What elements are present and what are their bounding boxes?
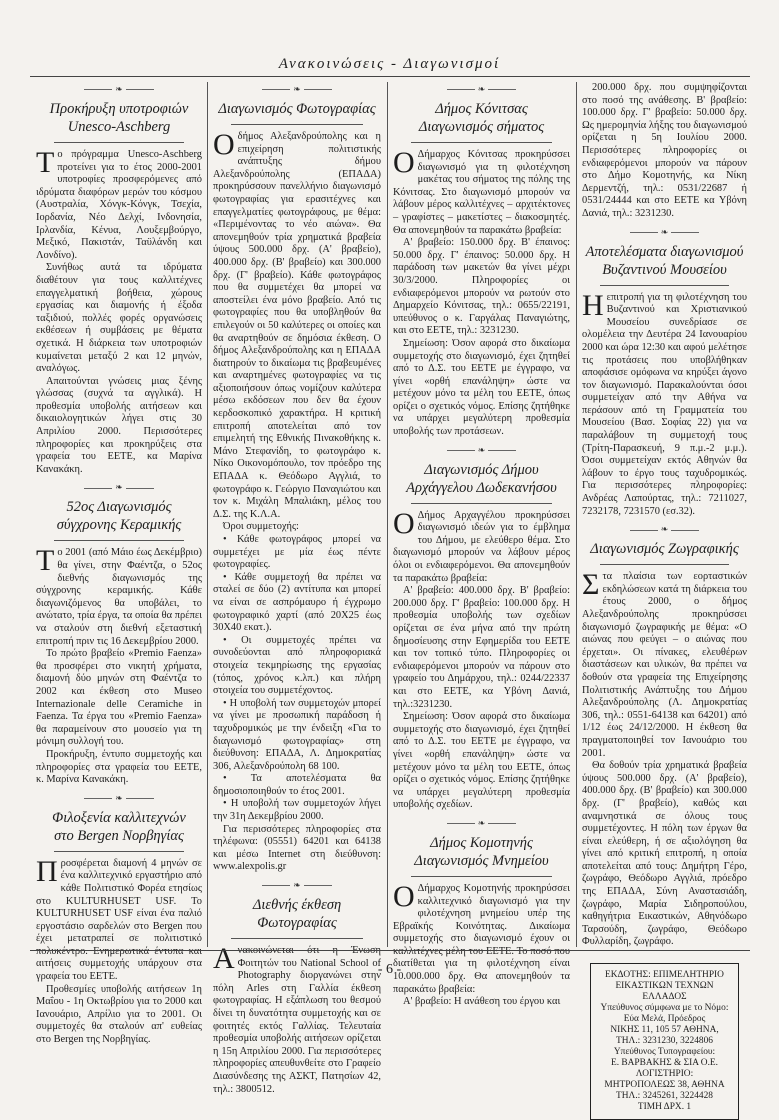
article-paragraph (582, 82, 747, 221)
ornament-divider: ❧ (36, 791, 202, 805)
title-rule (411, 142, 552, 143)
article-title (582, 540, 747, 558)
article (393, 443, 570, 812)
imprint-line: Εύα Μελά, Πρόεδρος (623, 1014, 706, 1025)
title-rule (231, 124, 363, 125)
article-paragraph (213, 773, 381, 798)
ornament-divider: ❧ (393, 82, 570, 96)
footer-rule (30, 950, 750, 951)
article-title (36, 100, 202, 136)
paragraph-text: Απαιτούνται γνώσεις μιας ξένης γλώσσας (συχνά τα αγγλικά). Η προθεσμία υποβολής αιτήσεων και δικαιολογητικών λήγει στις 30 Απριλίου 2000. Περισσότερες πληροφορίες και προκηρύξεις στα γραφεία του ΕΕΤΕ, κα Μαρίνα Κανακάκη. (36, 375, 202, 475)
imprint-line: Υπεύθυνος σύμφωνα με το Νόμο: (600, 1003, 729, 1014)
column-1 (36, 82, 202, 1051)
article (36, 480, 202, 786)
article-title-line: Αρχάγγελου Δωδεκανήσου (406, 479, 557, 496)
imprint-line: ΤΙΜΗ ΔΡΧ. 1 (637, 1102, 692, 1113)
article-title-line: Φιλοξενία καλλιτεχνών (52, 809, 186, 826)
imprint-line: ΕΚΔΟΤΗΣ: ΕΠΙΜΕΛΗΤΗΡΙΟ (605, 970, 724, 981)
paragraph-text: • Η υποβολή των συμμετοχών μπορεί να γίνει με προσωπική παράδοση ή ταχυδρομικώς με την ένδειξη «Για το διαγωνισμό φωτογραφίας» στη διεύθυνση: ΕΠΑΔΑ, Λ. Δημοκρατίας 306, Αλεξανδρούπολη 68 100. (213, 697, 381, 772)
article-title-line: Unesco-Aschberg (67, 119, 171, 135)
article-paragraph (393, 879, 570, 996)
drop-cap: Σ (582, 568, 600, 602)
article-paragraph (393, 237, 570, 338)
article-paragraph (582, 760, 747, 949)
paragraph-text: • Οι συμμετοχές πρέπει να συνοδεύονται από πληροφοριακά στοιχεία τεκμηρίωσης της εργασίας (τόπος, χρόνος κ.λπ.) και πλήρη στοιχεία του συμμετέχοντος. (213, 634, 381, 697)
article-title-line: Διαγωνισμός Φωτογραφίας (218, 101, 376, 117)
paragraph-text: Α' βραβείο: Η ανάθεση του έργου και (403, 996, 561, 1008)
paragraph-text: • Κάθε φωτογράφος μπορεί να συμμετέχει με μία έως πέντε φωτογραφίες. (213, 534, 381, 571)
paragraph-text: ο 2001 (από Μάιο έως Δεκέμβριο) θα γίνει, στην Φαέντζα, ο 52ος διεθνής διαγωνισμός της σύγχρονης κεραμικής. Κάθε διαγωνιζόμενος θα υποβάλει, το ανώτατο, τρία έργα, τα οποία θα πρέπει να σταλούν στη διεθνή εξεταστική επιτροπή πριν τις 16 Δεκεμβρίου 2000. (36, 547, 202, 647)
article-title (393, 100, 570, 136)
article (213, 82, 381, 874)
article-title (582, 243, 747, 279)
column-divider (207, 82, 208, 947)
paragraph-text: Συνήθως αυτά τα ιδρύματα διαθέτουν για τους καλλιτέχνες επαγγελματική βοήθεια, χώρους εργασίας και διαμονής ή έξοδα ταξιδιού, πολλές φορές οργανώσεις εκθέσεων ή συμβάσεις με θέματα σχετικά. Η διάρκεια των υποτροφιών κυμαίνεται μεταξύ 2 και 12 μηνών, αναλόγως. (36, 262, 202, 375)
article (582, 82, 747, 221)
article-paragraph (393, 711, 570, 812)
paragraph-text: τα πλαίσια των εορταστικών εκδηλώσεων κατά τη διάρκεια του έτους 2000, ο δήμος Αλεξανδρούπολης προκηρύσσει διαγωνισμό ζωγραφικής με θέμα: «Ο αιώνας που φεύγει – ο αιώνας που έρχεται». Οι πίνακες, ελευθέρων διαστάσεων και υλικών, θα πρέπει να δοθούν στα γραφεία της Επιχείρησης Πολιτιστικής Ανάπτυξης του Δήμου Αλεξανδρούπολης (Λ. Δημοκρατίας 306, τηλ.: 0551-64138 και 64201) από 1/12 έως 24/12/2000. Η έκθεση θα πραγματοποιηθεί τον Ιανουάριο του 2001. (582, 571, 747, 759)
imprint-line: ΜΗΤΡΟΠΟΛΕΩΣ 38, ΑΘΗΝΑ (604, 1080, 725, 1091)
imprint-line: Ε. ΒΑΡΒΑΚΗΣ & ΣΙΑ Ο.Ε. (610, 1058, 718, 1069)
article-paragraph (582, 568, 747, 760)
ornament-divider: ❧ (393, 443, 570, 457)
header-rule (30, 76, 750, 77)
article-title (213, 100, 381, 118)
article-title-line: Αποτελέσματα διαγωνισμού (585, 243, 744, 260)
paragraph-text: Σημείωση: Όσον αφορά στο δικαίωμα συμμετοχής στο διαγωνισμό, έχει ζητηθεί από το Δ.Σ. του ΕΕΤΕ με έγγραφο, να γίνει «ορθή επανάληψη» ώστε να μετέχουν μόνο τα μέλη του ΕΕΤΕ, όπως ορίζει ο σχετικός νόμος. Επίσης ζητήθηκε να υπάρχει μεγαλύτερη προθεσμία υποβολής των προτάσεων. (393, 337, 570, 438)
article-title-line: Φωτογραφίας (257, 915, 337, 932)
paragraph-text: Δήμαρχος Κομοτηνής προκηρύσσει καλλιτεχνικό διαγωνισμό για την φιλοτέχνηση μνημείου υπέρ της Εβραϊκής Κοινότητας. Δικαίωμα συμμετοχής στο διαγωνισμό έχουν οι καλλιτέχνες μέλη του ΕΕΤΕ. Το ποσό που διατίθεται για τη φιλοτέχνηση είναι 10.000.000 δρχ. Θα απονεμηθούν τα παρακάτω βραβεία: (393, 882, 570, 995)
imprint-line: Υπεύθυνος Τυπογραφείου: (613, 1047, 716, 1058)
article (393, 816, 570, 1009)
column-divider (387, 82, 388, 947)
paragraph-text: Προκήρυξη, έντυπο συμμετοχής και πληροφορίες στα γραφεία του ΕΕΤΕ, κ. Μαρίνα Κανακάκη. (36, 748, 202, 786)
imprint-box (590, 963, 739, 1120)
imprint-line: ΛΟΓΙΣΤΗΡΙΟ: (635, 1069, 694, 1080)
article-title-line: στο Bergen Νορβηγίας (54, 827, 184, 844)
article-paragraph (213, 635, 381, 698)
article-paragraph (393, 338, 570, 439)
ornament-divider: ❧ (213, 878, 381, 892)
article-title (213, 896, 381, 932)
article (582, 522, 747, 949)
article-paragraph (393, 506, 570, 586)
article (36, 791, 202, 1047)
ornament-divider: ❧ (582, 522, 747, 536)
article-paragraph (36, 984, 202, 1047)
article-title (36, 809, 202, 845)
paragraph-text: Θα δοθούν τρία χρηματικά βραβεία ύψους 500.000 δρχ. (Α' βραβείο), 400.000 δρχ. (Β' βραβείο) και 300.000 δρχ. (Γ' βραβείο), καθώς και αναμνηστικά σε όλους τους συμμετέχοντες. Η πόλη των έργων θα είναι ελεύθερη, ή σε αξιολόγηση θα γίνει από κριτική επιτροπή, η οποία αποτελείται από τους: Δημήτρη Γέρο, ζωγράφο, Θεόδωρο Αγγλιά, πρόεδρο της ΕΠΑΔΑ, Σύνη Αναστασιάδη, ζωγράφο, Μαρία Σιδηροπούλου, καθηγήτρια Εικαστικών, Αθηνόδωρο Ταρσούδη, ζωγράφο, Θεόδωρο Φυλλαρίδη, ζωγράφο. (582, 760, 747, 948)
article (393, 82, 570, 439)
imprint-line: ΝΙΚΗΣ 11, 105 57 ΑΘΗΝΑ, (610, 1025, 719, 1036)
article-title-line: Διαγωνισμός σήματος (418, 119, 545, 135)
paragraph-text: Όροι συμμετοχής: (223, 521, 299, 533)
paragraph-text: • Τα αποτελέσματα θα δημοσιοποιηθούν το έτος 2001. (213, 773, 381, 797)
paragraph-text: Το πρώτο βραβείο «Premio Faenza» θα προσφέρει στο νικητή χρήματα, διαμονή δύο μηνών στη Φαέντζα το 2002 και έκθεση στο Museo Internazionale delle Ceramiche in Faenza. Τα έργα του «Premio Faenza» θα παραμείνουν στο μουσείο για τη μόνιμη συλλογή του. (36, 648, 202, 748)
title-rule (54, 851, 184, 852)
running-header: Ανακοινώσεις - Διαγωνισμοί (278, 56, 501, 72)
drop-cap: Ο (213, 128, 235, 161)
article-paragraph (213, 521, 381, 534)
paragraph-text: νακοινώνεται ότι η Ένωση Φοιτητών του National School of Photography διοργανώνει στην πόλη Arles στη Γαλλία έκθεση φωτογραφίας. Η εξάπλωση του θεσμού δίνει τη δυνατότητα συμμετοχής και σε φοιτητές εκτός Γαλλίας. Τελευταία προθεσμία υποβολής αιτήσεων ορίζεται η 15η Απριλίου 2000. Για περισσότερες πληροφορίες απευθυνθείτε στο Γραφείο Διασύνδεσης της ΑΣΚΤ, Πατησίων 42, τηλ.: 3800512. (213, 945, 381, 1095)
paragraph-text: Δήμος Αρχαγγέλου προκηρύσσει διαγωνισμό ιδεών για το έμβλημα του Δήμου, με ελεύθερο θέμα. Στο διαγωνισμό μπορούν να λάβουν μέρος όλοι οι ενδιαφερόμενοι. Θα απονεμηθούν τα παρακάτω βραβεία: (393, 509, 570, 584)
article-paragraph (36, 146, 202, 262)
article-title-line: Διεθνής έκθεση (252, 897, 342, 914)
column-divider (576, 82, 577, 947)
column-3 (393, 82, 570, 1013)
title-rule (600, 285, 729, 286)
column-2 (213, 82, 381, 1100)
article-paragraph (36, 749, 202, 787)
paragraph-text: Α' βραβείο: 150.000 δρχ. Β' έπαινος: 50.000 δρχ. Γ' έπαινος: 50.000 δρχ. Η παράδοση των μακετών θα γίνει μέχρι 30/3/2000. Πληροφορίες οι ενδιαφερόμενοι μπορούν να ρωτούν στο Δημαρχείο Κόνιτσας, τηλ.: 0655/22191, υπεύθυνος ο κ. Γαργάλας Παναγιώτης, και στο ΕΕΤΕ, τηλ.: 3231230. (393, 237, 570, 337)
title-rule (54, 142, 184, 143)
drop-cap: Ο (393, 146, 415, 179)
paragraph-text: επιτροπή για τη φιλοτέχνηση του Βυζαντινού και Χριστιανικού Μουσείου συνεδρίασε σε ολομέλεια την Δευτέρα 24 Ιανουαρίου 2000 και ώρα 12:30 και αφού μελέτησε τις προτάσεις που υποβλήθηκαν αποφάσισε ομόφωνα να κηρύξει άγονο τον διαγωνισμό. Παρακαλούνται όσοι συμμετείχαν από την Αθήνα να περάσουν από τη Γραμματεία του Μουσείου (Βασ. Σοφίας 22) για να παραλάβουν τη συμμετοχή τους (Τρίτη-Παρασκευή, 9 π.μ.-2 μ.μ.). Όσοι συμμετείχαν εκτός Αθηνών θα λάβουν το έργο τους ταχυδρομικώς. Για περισσότερες πληροφορίες: Ανδρέας Λαπούρτας, τηλ.: 7211027, 7232178, 7231570 (εσ.32). (582, 291, 747, 517)
imprint-line: ΤΗΛ.: 3231230, 3224806 (616, 1036, 713, 1047)
article-title-line: 52ος Διαγωνισμός (66, 499, 172, 516)
article-paragraph (393, 146, 570, 237)
article-paragraph (36, 262, 202, 375)
drop-cap: Ο (393, 506, 415, 540)
article-title-line: Δήμος Κομοτηνής (430, 834, 533, 851)
drop-cap: Τ (36, 544, 55, 578)
article-title (36, 498, 202, 534)
article-paragraph (36, 648, 202, 749)
paragraph-text: 200.000 δρχ. που συμψηφίζονται στο ποσό της ανάθεσης. Β' βραβείο: 100.000 δρχ. Γ' βραβείο: 50.000 δρχ. Ως ημερομηνία λήξης του διαγωνισμού ορίζεται η 5η Ιουλίου 2000. Περισσότερες πληροφορίες οι ενδιαφερόμενοι μπορούν να πάρουν στο Δήμο Κομοτηνής, κα Νίκη Δερμεντζή, τηλ.: 0531/22687 ή 0531/24444 και στο ΕΕΤΕ κα Υβόνη Δανιά, τηλ.: 3231230. (582, 82, 747, 219)
article-title-line: Διαγωνισμός Μνημείου (414, 852, 549, 869)
drop-cap: Τ (36, 146, 55, 179)
paragraph-text: Σημείωση: Όσον αφορά στο δικαίωμα συμμετοχής στο διαγωνισμό, έχει ζητηθεί από το Δ.Σ. του ΕΕΤΕ με έγγραφο, να γίνει «ορθή επανάληψη» ώστε να μετέχουν μόνο τα μέλη του ΕΕΤΕ, όπως ορίζει ο σχετικός νόμος. Επίσης ζητήθηκε να υπάρχει μεγαλύτερη προθεσμία υποβολής σχεδίων. (393, 711, 570, 811)
imprint-line: ΤΗΛ.: 3245261, 3224428 (616, 1091, 713, 1102)
paragraph-text: Δήμαρχος Κόνιτσας προκηρύσσει διαγωνισμό για τη φιλοτέχνηση μακέτας του σήματος της πόλης της Κόνιτσας. Στο διαγωνισμό μπορούν να λάβουν μέρος καλλιτέχνες – αρχιτέκτονες – γραφίστες – μακετίστες – διακοσμητές. Θα απονεμηθούν τα παρακάτω βραβεία: (393, 149, 570, 236)
imprint-line: ΕΙΚΑΣΤΙΚΩΝ ΤΕΧΝΩΝ ΕΛΛΑΔΟΣ (615, 981, 714, 1003)
article-paragraph (213, 572, 381, 635)
article-paragraph (213, 824, 381, 874)
article-paragraph (213, 534, 381, 572)
article (582, 225, 747, 519)
title-rule (54, 540, 184, 541)
drop-cap: Ο (393, 879, 415, 913)
drop-cap: Π (36, 854, 58, 888)
paragraph-text: Α' βραβείο: 400.000 δρχ. Β' βραβείο: 200.000 δρχ. Γ' βραβείο: 100.000 δρχ. Η προθεσμία υποβολής των σχεδίων ορίζεται σε ένα μήνα από την πρώτη δημοσίευσης στην Εφημερίδα του ΕΕΤΕ και τον τοπικό τύπο. Πληροφορίες οι ενδιαφερόμενοι μπορούν να πάρουν στο γραφείο του Δημάρχου, τηλ.: 0244/22337 και στο ΕΕΤΕ, κα Υβόνη Δανιά, τηλ.:3231230. (393, 585, 570, 710)
article-title-line: Προκήρυξη υποτροφιών (49, 101, 189, 117)
ornament-divider: ❧ (36, 480, 202, 494)
title-rule (411, 503, 552, 504)
title-rule (600, 564, 729, 565)
article-title-line: σύγχρονης Κεραμικής (56, 517, 182, 534)
title-rule (411, 876, 552, 877)
article-title-line: Δήμος Κόνιτσας (435, 101, 528, 117)
article-paragraph (213, 798, 381, 823)
paragraph-text: ροσφέρεται διαμονή 4 μηνών σε ένα καλλιτεχνικό εργαστήριο από κάθε Πολιτιστικό Φορέα ετησίως στο KULTURHUSET USF. Το KULTURHUSET USF είναι ένα παλιό εργοστάσιο σαρδελών στο Bergen που έχει μετατραπεί σε πολιτιστικό πολυκέντρο. Ενημερωτικά έντυπα και αιτήσεις συμμετοχής υπάρχουν στα γραφεία του ΕΕΤΕ. (36, 857, 202, 983)
article-paragraph (393, 996, 570, 1009)
paragraph-text: • Κάθε συμμετοχή θα πρέπει να σταλεί σε δύο (2) αντίτυπα και μπορεί να είναι σε ασπρόμαυρο ή έγχρωμο φωτογραφικό χαρτί (από 20Χ25 έως 30Χ40 εκατ.). (213, 571, 381, 634)
paragraph-text: • Η υποβολή των συμμετοχών λήγει την 31η Δεκεμβρίου 2000. (213, 798, 381, 823)
article-title-line: Διαγωνισμός Ζωγραφικής (590, 541, 739, 558)
drop-cap: Η (582, 288, 604, 322)
article-paragraph (36, 544, 202, 648)
ornament-divider: ❧ (393, 816, 570, 830)
paragraph-text: Για περισσότερες πληροφορίες στα τηλέφωνα: (05551) 64201 και 64138 και μέσω Internet στη διεύθυνση: www.alexpolis.gr (213, 823, 381, 873)
article (213, 878, 381, 1096)
title-rule (231, 938, 363, 939)
article-paragraph (36, 376, 202, 477)
article-title (393, 461, 570, 497)
drop-cap: Α (213, 942, 235, 976)
paragraph-text: δήμος Αλεξανδρούπολης και η επιχείρηση πολιτιστικής ανάπτυξης δήμου Αλεξανδρούπολης (ΕΠΑΔΑ) προκηρύσσουν πανελλήνιο διαγωνισμό φωτογραφίας για ερασιτέχνες και επαγγελματίες φωτογράφους, με θέμα: «Περιμένοντας το νέο αιώνα». Θα απονεμηθούν τρία χρηματικά βραβεία ύψους 500.000 δρχ. (Α' βραβείο), 400.000 δρχ. (Β' βραβείο) και 300.000 δρχ. (Γ' βραβείο). Κάθε φωτογράφος που θα συμμετέχει θα μπορεί να αποστείλει ένα μόνο βραβείο. Από τις φωτογραφίες που θα υποβληθούν θα επιλεγούν οι 50 καλύτερες οι οποίες και θα αναρτηθούν σε δημόσια έκθεση. Ο δήμος Αλεξανδρούπολης και η ΕΠΑΔΑ διατηρούν το δικαίωμα τις βραβευμένες και αναρτημένες φωτογραφίες να τις αξιοποιήσουν όπως νομίζουν καλύτερα μέσω εκδόσεων που δεν θα έχουν κερδοσκοπικό χαρακτήρα. Η κριτική επιτροπή αποτελείται από τον επιμελητή της Εθνικής Πινακοθήκης κ. Μάνο Στεφανίδη, το φωτογράφο κ. Νίκο Οικονομόπουλο, τον πρόεδρο της ΕΠΑΔΑ κ. Θεόδωρο Αγγλιά, το φωτογράφο κ. Γεώργιο Παναγιώτου και τον κ. Μιχάλη Μπαλιάκη, μέλος του Δ.Σ. της Κ.Λ.Α. (213, 131, 381, 520)
ornament-divider: ❧ (582, 225, 747, 239)
article-title-line: Βυζαντινού Μουσείου (602, 261, 727, 278)
article-title-line: Διαγωνισμός Δήμου (424, 461, 539, 478)
ornament-divider: ❧ (36, 82, 202, 96)
article-title (393, 834, 570, 870)
article-paragraph (213, 698, 381, 774)
article (36, 82, 202, 476)
article-paragraph (213, 128, 381, 521)
ornament-divider: ❧ (213, 82, 381, 96)
paragraph-text: Προθεσμίες υποβολής αιτήσεων 1η Μαΐου - 1η Οκτωβρίου για το 2000 και Ιανουάριο, Απρίλιο για το 2001. Οι συμμετοχές θα σταλούν απ' ευθείας στο Bergen της Νορβηγίας. (36, 983, 202, 1046)
page-number: - 6 - (377, 962, 402, 977)
article-paragraph (582, 288, 747, 519)
paragraph-text: ο πρόγραμμα Unesco-Aschberg προτείνει για το έτος 2000-2001 υποτροφίες προσφερόμενες από ιδρύματα διαφόρων μερών του κόσμου (Αυστραλία, Χόνγκ-Κόνγκ, Τσεχία, Ιορδανία, Νέο Δελχί, Ινδονησία, Ιρλανδία, Κένυα, Λουξεμβούργο, Μεξικό, Πακιστάν, Ταϋλάνδη και Λονδίνο). (36, 149, 202, 261)
article-paragraph (393, 585, 570, 711)
